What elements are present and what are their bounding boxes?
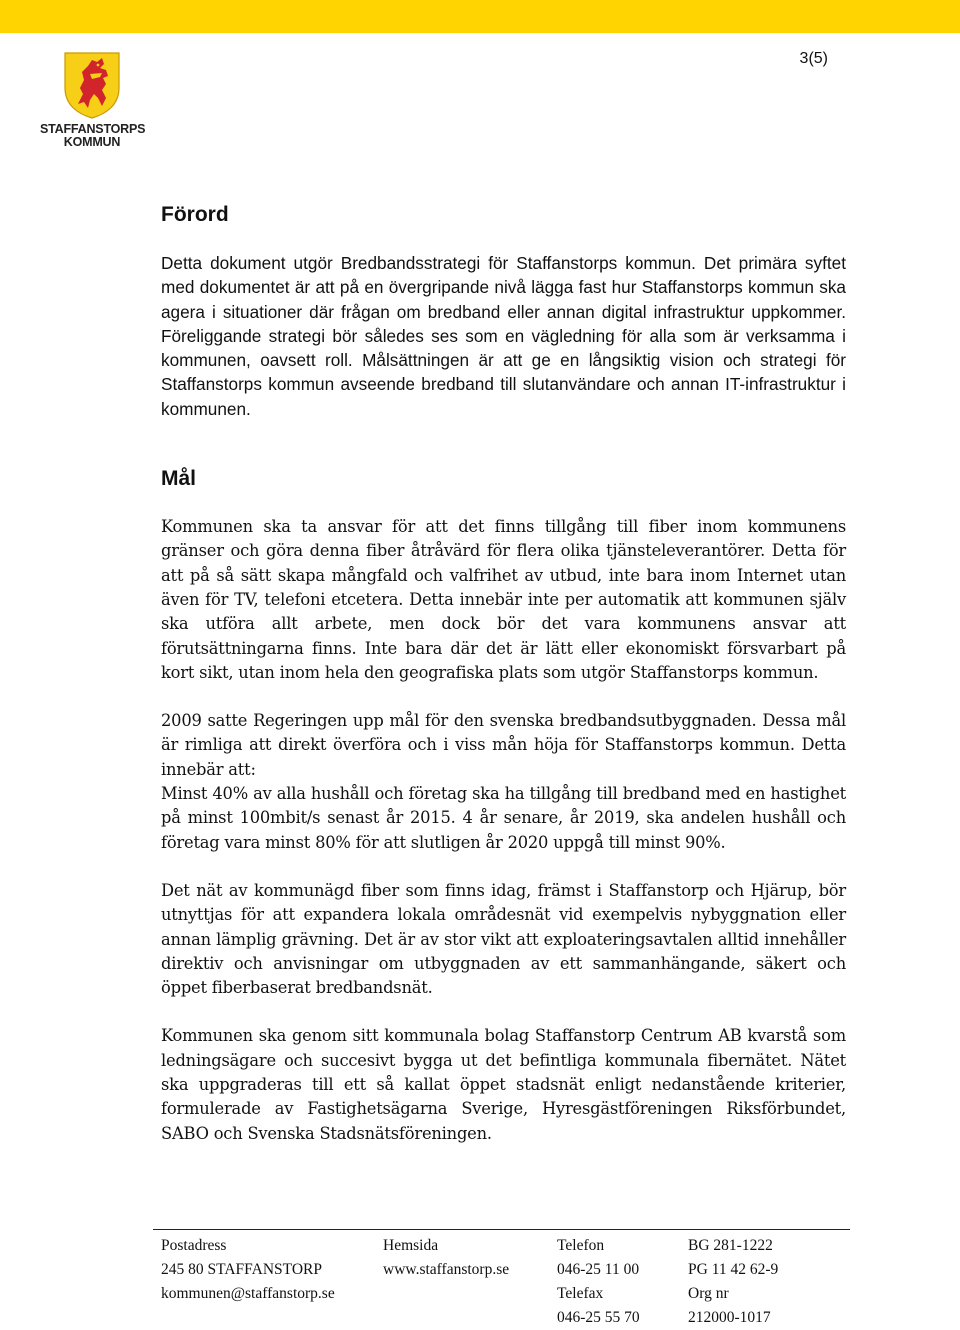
telefon-number: 046-25 11 00 [557,1261,640,1278]
paragraph-forord: Detta dokument utgör Bredbandsstrategi för Staffanstorps kommun. Det primära syftet med dokumentet är att på en övergripande nivå lägga fast hur Staffanstorps kommun ska agera i situationer där frågan om bredband eller annan digital infrastruktur uppkommer. Föreliggande strategi bör således ses som en vägledning för alla som är verksamma i kommunen, oavsett roll. Målsättningen är att ge en långsiktig vision och strategi för Staffanstorps kommun avseende bredband till slutanvändare och annan IT-infrastruktur i kommunen. [161,253,846,419]
footer-divider [153,1229,850,1230]
paragraph-mal-1: Kommunen ska ta ansvar för att det finns tillgång till fiber inom kommunens gränser och göra denna fiber åtråvärd för flera olika tjänsteleverantörer. Detta för att på så sätt skapa mångfald och valfrihet av utbud, inte bara inom Internet utan även för TV, telefoni etcetera. Detta innebär inte per automatik att kommunen själv ska utföra allt arbete, men dock bör det vara kommunens ansvar att förutsättningarna finns. Inte bara där det är lätt eller ekonomiskt försvarbart på kort sikt, utan inom hela den geografiska plats som utgör Staffanstorps kommun. [161,517,846,682]
document-body [161,200,846,1146]
logo-line-2: KOMMUN [63,135,121,149]
footer-hemsida [383,1234,509,1282]
email-link[interactable]: kommunen@staffanstorp.se [161,1285,335,1302]
postadress-line: 245 80 STAFFANSTORP [161,1261,322,1278]
paragraph-mal-4: Kommunen ska genom sitt kommunala bolag Staffanstorp Centrum AB kvarstå som ledningsägare och succesivt bygga ut det befintliga kommunala fibernätet. Nätet ska uppgraderas till ett så kallat öppet stadsnät enligt nedanstående kriterier, formulerade av Fastighetsägarna Sverige, Hyresgästföreningen Riksförbundet, SABO och Svenska Stadsnätsföreningen. [161,1026,846,1143]
heading-mal: Mål [161,467,197,491]
bankgiro: BG 281-1222 [688,1237,773,1254]
telefax-label: Telefax [557,1285,604,1302]
heading-forord: Förord [161,203,229,226]
logo-line-1: STAFFANSTORPS [40,122,146,136]
municipality-logo [40,50,144,149]
footer-bank [688,1234,778,1330]
footer-postadress [161,1234,335,1306]
page-number: 3(5) [799,50,828,67]
footer-telefon [557,1234,640,1330]
paragraph-mal-goal: Minst 40% av alla hushåll och företag ska ha tillgång till bredband med en hastighet på minst 100mbit/s senast år 2015. 4 år senare, år 2019, ska andelen hushåll och företag vara minst 80% för att slutligen år 2020 uppgå till minst 90%. [161,784,846,852]
paragraph-mal-3: Det nät av kommunägd fiber som finns idag, främst i Staffanstorp och Hjärup, bör utnyttjas för att expandera lokala områdesnät vid exempelvis nybyggnation eller annan lämplig grävning. Det är av stor vikt att exploateringsavtalen alltid innehåller direktiv och anvisningar om utbyggnaden av ett sammanhängande, säkert och öppet fiberbaserat bredbandsnät. [161,880,846,998]
coat-of-arms-icon [62,50,122,120]
telefax-number: 046-25 55 70 [557,1309,640,1326]
top-color-bar [0,0,960,33]
org-nr-label: Org nr [688,1285,729,1302]
paragraph-mal-2: 2009 satte Regeringen upp mål för den svenska bredbandsutbyggnaden. Dessa mål är rimliga att direkt överföra och i viss mån höja för Staffanstorps kommun. Detta innebär att: [161,711,846,779]
telefon-label: Telefon [557,1237,605,1254]
postadress-label: Postadress [161,1237,227,1254]
org-nr: 212000-1017 [688,1309,771,1326]
plusgiro: PG 11 42 62-9 [688,1261,779,1278]
website-link[interactable]: www.staffanstorp.se [383,1261,510,1278]
hemsida-label: Hemsida [383,1237,439,1254]
